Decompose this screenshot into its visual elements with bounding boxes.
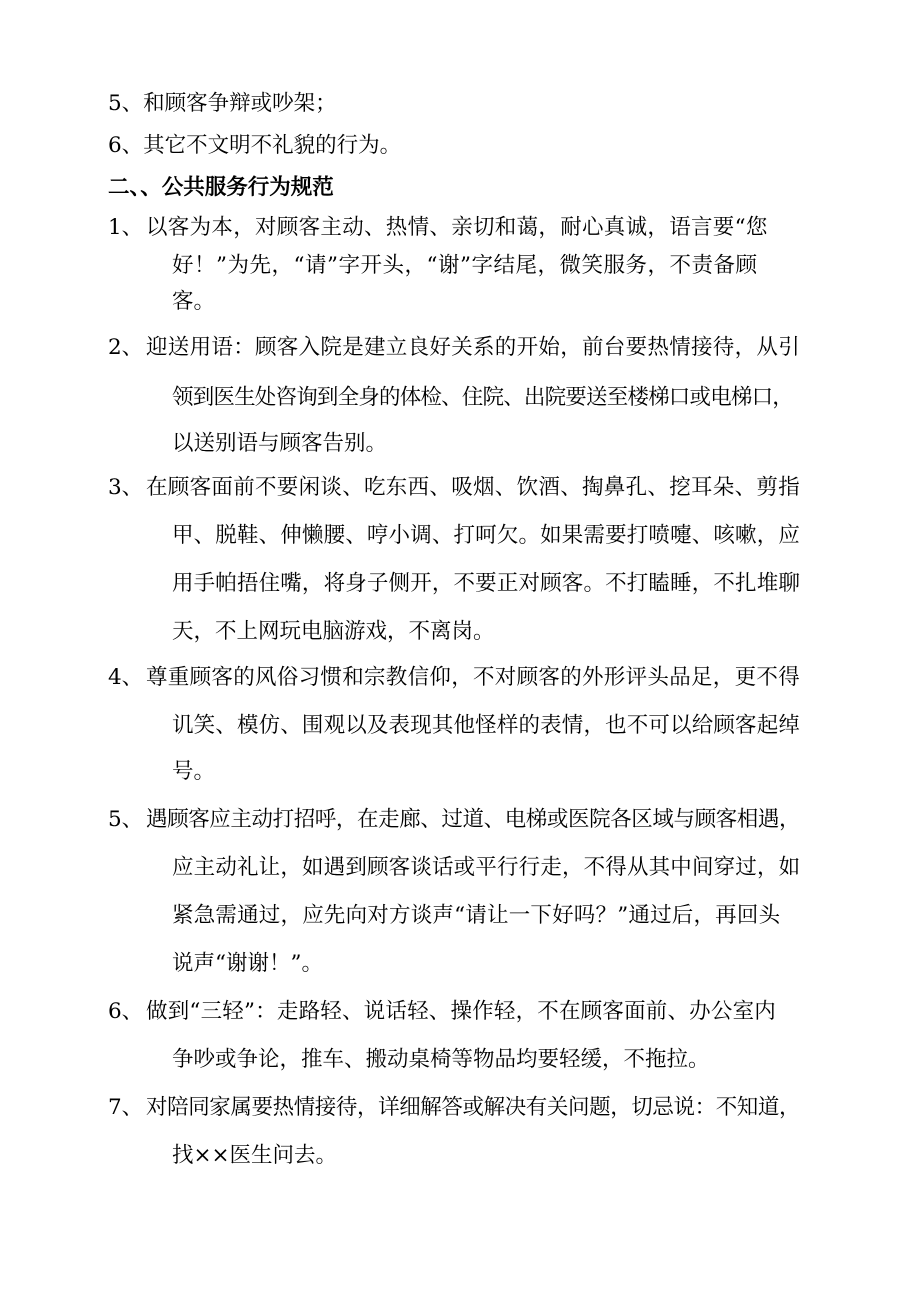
item-cont-line: 天，不上网玩电脑游戏，不离岗。: [172, 619, 495, 644]
item-first-line: 以客为本，对顾客主动、热情、亲切和蔼，耐心真诚，语言要“您: [146, 215, 768, 240]
item-cont-line: 讥笑、模仿、围观以及表现其他怪样的表情，也不可以给顾客起绰: [172, 713, 801, 738]
item-cont-line: 甲、脱鞋、伸懒腰、哼小调、打呵欠。如果需要打喷嚏、咳嗽，应: [172, 523, 801, 548]
item-cont-line: 争吵或争论，推车、搬动桌椅等物品均要轻缓，不拖拉。: [172, 1047, 710, 1072]
item-first-line: 对陪同家属要热情接待，详细解答或解决有关问题，切忌说：不知道，: [146, 1095, 801, 1120]
item-first-line: 尊重顾客的风俗习惯和宗教信仰，不对顾客的外形评头品足，更不得: [146, 665, 801, 690]
item-cont-line: 应主动礼让，如遇到顾客谈话或平行行走，不得从其中间穿过，如: [172, 855, 801, 880]
item-first-line: 在顾客面前不要闲谈、吃东西、吸烟、饮酒、掏鼻孔、挖耳朵、剪指: [146, 475, 801, 500]
section-heading: 二、、公共服务行为规范: [108, 175, 334, 200]
item-cont-line: 用手帕捂住嘴，将身子侧开，不要正对顾客。不打瞌睡，不扎堆聊: [172, 571, 801, 596]
item-cont-line: 以送别语与顾客告别。: [172, 431, 388, 456]
item-number: 3、: [108, 475, 144, 500]
item-number: 1、: [108, 215, 144, 240]
list-item-6-uncivil: 6、其它不文明不礼貌的行为。: [108, 133, 402, 158]
item-number: 5、: [108, 807, 144, 832]
item-number: 6、: [108, 999, 144, 1024]
item-number: 4、: [108, 665, 144, 690]
list-item-5-quarrel: 5、和顾客争辩或吵架；: [108, 91, 337, 116]
item-first-line: 做到“三轻”：走路轻、说话轻、操作轻，不在顾客面前、办公室内: [146, 999, 776, 1024]
item-cont-line: 说声“谢谢！”。: [172, 951, 323, 976]
item-cont-line: 领到医生处咨询到全身的体检、住院、出院要送至楼梯口或电梯口，: [172, 385, 794, 410]
item-first-line: 遇顾客应主动打招呼，在走廊、过道、电梯或医院各区域与顾客相遇，: [146, 807, 801, 832]
item-cont-line: 客。: [172, 289, 216, 314]
item-cont-line: 找××医生问去。: [172, 1143, 338, 1168]
item-cont-line: 紧急需通过，应先向对方谈声“请让一下好吗？”通过后，再回头: [172, 903, 781, 928]
item-cont-line: 好！”为先，“请”字开头，“谢”字结尾，微笑服务，不责备顾: [172, 253, 758, 278]
item-first-line: 迎送用语：顾客入院是建立良好关系的开始，前台要热情接待，从引: [146, 335, 801, 360]
item-number: 7、: [108, 1095, 144, 1120]
item-cont-line: 号。: [172, 759, 216, 784]
item-number: 2、: [108, 335, 144, 360]
